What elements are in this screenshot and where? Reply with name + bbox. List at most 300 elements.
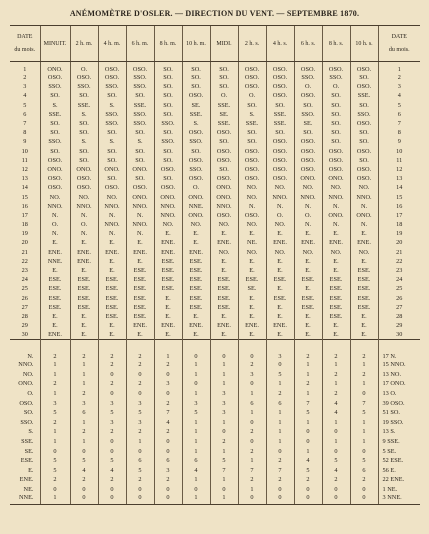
count-cell: 1	[182, 389, 210, 399]
direction-cell: SO.	[322, 137, 350, 146]
direction-cell: SSE.	[266, 110, 294, 119]
count-cell: 0	[98, 437, 126, 447]
day-cell-right: 24	[378, 275, 420, 284]
time-header: 10 h. s.	[350, 26, 378, 62]
count-cell: 3	[126, 418, 154, 428]
count-cell: 1	[40, 427, 70, 437]
direction-cell: S.	[98, 137, 126, 146]
direction-cell: ONO.	[126, 165, 154, 174]
count-cell: 0	[322, 485, 350, 495]
wind-direction-table	[10, 25, 420, 505]
direction-cell: E.	[182, 312, 210, 321]
direction-cell: E.	[294, 321, 322, 330]
page-title: ANÉMOMÈTRE D'OSLER. — DIRECTION DU VENT. — SEPTEMBRE 1870.	[69, 9, 360, 18]
direction-cell: SSO.	[126, 82, 154, 91]
count-cell: 1	[266, 418, 294, 428]
direction-label: SE.	[24, 447, 34, 455]
direction-cell: OSO.	[154, 165, 182, 174]
count-cell: 3	[154, 465, 182, 475]
day-cell: 9	[23, 138, 27, 146]
direction-cell: SO.	[154, 147, 182, 156]
summary-row	[10, 494, 420, 505]
table-row	[10, 73, 420, 82]
time-header: 2 h. m.	[70, 26, 98, 62]
count-cell: 6	[182, 456, 210, 466]
direction-cell: OSO.	[266, 137, 294, 146]
day-cell-right: 4	[378, 91, 420, 100]
day-cell-right: 6	[378, 110, 420, 119]
count-cell: 2	[98, 475, 126, 485]
direction-cell: OSO.	[98, 183, 126, 192]
day-cell-right: 1	[378, 62, 420, 74]
direction-cell: ENE.	[154, 321, 182, 330]
summary-row	[10, 418, 420, 428]
direction-cell: E.	[182, 330, 210, 339]
day-cell-right: 23	[378, 266, 420, 275]
direction-cell: OSO.	[70, 183, 98, 192]
direction-cell: ONO.	[322, 174, 350, 183]
table-row	[10, 128, 420, 137]
direction-cell: SSE.	[182, 110, 210, 119]
direction-cell: E.	[154, 229, 182, 238]
direction-cell: E.	[322, 321, 350, 330]
count-cell: 2	[154, 427, 182, 437]
time-header: 8 h. s.	[322, 26, 350, 62]
direction-cell: O.	[70, 220, 98, 229]
direction-cell: OSO.	[266, 165, 294, 174]
direction-cell: ESE.	[182, 266, 210, 275]
direction-cell: NNO.	[154, 202, 182, 211]
date-column-header: DATE du mois.	[10, 26, 40, 62]
direction-cell: OSO.	[238, 165, 266, 174]
direction-cell: SSE.	[238, 119, 266, 128]
day-cell: 23	[21, 267, 28, 275]
direction-cell: E.	[154, 303, 182, 312]
direction-cell: ESE.	[182, 275, 210, 284]
direction-cell: OSO.	[238, 147, 266, 156]
direction-cell: NO.	[70, 192, 98, 201]
summary-row	[10, 398, 420, 408]
direction-cell: ENE.	[322, 238, 350, 247]
table-row	[10, 156, 420, 165]
direction-cell: E.	[210, 257, 238, 266]
count-cell: 1	[70, 360, 98, 370]
direction-cell: NO.	[266, 248, 294, 257]
direction-cell: ESE.	[126, 303, 154, 312]
direction-cell: OSO.	[70, 174, 98, 183]
count-cell: 5	[40, 465, 70, 475]
count-cell: 6	[266, 398, 294, 408]
direction-cell: SO.	[154, 82, 182, 91]
direction-cell: ESE.	[210, 294, 238, 303]
count-cell: 3	[154, 379, 182, 389]
direction-cell: ESE.	[294, 303, 322, 312]
direction-cell: E.	[266, 312, 294, 321]
count-cell: 2	[154, 360, 182, 370]
direction-cell: SO.	[350, 137, 378, 146]
direction-cell: ONO.	[70, 165, 98, 174]
direction-cell: ESE.	[210, 275, 238, 284]
direction-cell: SSE.	[40, 110, 70, 119]
direction-cell: OSO.	[266, 62, 294, 74]
direction-cell: E.	[70, 321, 98, 330]
direction-cell: SO.	[210, 82, 238, 91]
count-cell: 5	[350, 456, 378, 466]
direction-cell: S.	[126, 137, 154, 146]
direction-cell: SO.	[154, 101, 182, 110]
direction-cell: ENE.	[266, 238, 294, 247]
total-cell: 56 E.	[378, 465, 420, 475]
direction-cell: E.	[182, 238, 210, 247]
total-cell: 17 ONO.	[378, 379, 420, 389]
direction-cell: ONO.	[210, 183, 238, 192]
direction-cell: SO.	[350, 128, 378, 137]
table-row	[10, 110, 420, 119]
direction-cell: NNO.	[154, 211, 182, 220]
count-cell: 1	[182, 494, 210, 505]
count-cell: 1	[182, 437, 210, 447]
direction-cell: ESE.	[70, 284, 98, 293]
direction-cell: O.	[294, 82, 322, 91]
count-cell: 6	[154, 456, 182, 466]
direction-cell: E.	[126, 238, 154, 247]
direction-cell: S.	[70, 110, 98, 119]
count-cell: 1	[40, 370, 70, 380]
count-cell: 0	[350, 494, 378, 505]
summary-row	[10, 427, 420, 437]
direction-cell: O.	[210, 91, 238, 100]
day-cell: 11	[21, 156, 28, 164]
direction-cell: SO.	[154, 62, 182, 74]
count-cell: 1	[238, 456, 266, 466]
direction-label: NO.	[22, 370, 34, 378]
direction-cell: ONO.	[210, 192, 238, 201]
direction-cell: ESE.	[98, 275, 126, 284]
direction-cell: SO.	[182, 73, 210, 82]
count-cell: 1	[210, 360, 238, 370]
count-cell: 2	[210, 437, 238, 447]
summary-row	[10, 339, 420, 360]
direction-cell: ESE.	[154, 284, 182, 293]
count-cell: 0	[266, 494, 294, 505]
table-row	[10, 321, 420, 330]
direction-cell: ESE.	[322, 303, 350, 312]
direction-cell: NO.	[40, 192, 70, 201]
count-cell: 0	[294, 427, 322, 437]
table-row	[10, 183, 420, 192]
total-cell: 22 ENE.	[378, 475, 420, 485]
direction-cell: OSO.	[350, 165, 378, 174]
count-cell: 3	[210, 408, 238, 418]
count-cell: 1	[40, 389, 70, 399]
direction-cell: E.	[98, 330, 126, 339]
count-cell: 2	[322, 475, 350, 485]
count-cell: 2	[266, 389, 294, 399]
total-cell: 13 NO.	[378, 370, 420, 380]
direction-cell: ESE.	[322, 275, 350, 284]
direction-cell: E.	[238, 229, 266, 238]
direction-cell: SO.	[126, 91, 154, 100]
table-row	[10, 284, 420, 293]
direction-cell: SO.	[126, 156, 154, 165]
direction-cell: SO.	[154, 174, 182, 183]
direction-cell: ENE.	[294, 238, 322, 247]
direction-cell: SSE.	[350, 91, 378, 100]
direction-label: SO.	[23, 409, 34, 417]
direction-cell: ESE.	[40, 303, 70, 312]
direction-cell: NNO.	[98, 202, 126, 211]
day-cell-right: 3	[378, 82, 420, 91]
table-row	[10, 294, 420, 303]
direction-cell: SE.	[294, 119, 322, 128]
count-cell: 2	[70, 427, 98, 437]
count-cell: 0	[266, 360, 294, 370]
direction-cell: OSO.	[266, 82, 294, 91]
direction-cell: NO.	[238, 183, 266, 192]
count-cell: 7	[238, 465, 266, 475]
count-cell: 0	[40, 446, 70, 456]
day-cell: 14	[21, 184, 28, 192]
direction-cell: ONO.	[294, 174, 322, 183]
direction-cell: ENE.	[154, 238, 182, 247]
direction-cell: N.	[40, 211, 70, 220]
direction-cell: NNO.	[210, 202, 238, 211]
day-cell-right: 30	[378, 330, 420, 339]
time-header: 2 h. s.	[238, 26, 266, 62]
count-cell: 6	[70, 408, 98, 418]
count-cell: 0	[210, 485, 238, 495]
count-cell: 2	[322, 389, 350, 399]
count-cell: 2	[350, 475, 378, 485]
day-cell-right: 20	[378, 238, 420, 247]
count-cell: 1	[70, 437, 98, 447]
direction-cell: E.	[294, 312, 322, 321]
direction-cell: E.	[210, 229, 238, 238]
day-cell: 2	[23, 74, 27, 82]
day-cell-right: 14	[378, 183, 420, 192]
direction-cell: ESE.	[350, 284, 378, 293]
table-row	[10, 137, 420, 146]
day-cell-right: 12	[378, 165, 420, 174]
direction-label: ESE.	[20, 457, 34, 465]
direction-label: ENE.	[19, 476, 34, 484]
direction-cell: OSO.	[40, 183, 70, 192]
direction-cell: S.	[182, 119, 210, 128]
count-cell: 1	[294, 418, 322, 428]
count-cell: 0	[238, 379, 266, 389]
direction-cell: ENE.	[126, 248, 154, 257]
direction-cell: E.	[350, 312, 378, 321]
direction-cell: OSO.	[238, 82, 266, 91]
table-row	[10, 62, 420, 74]
direction-cell: ESE.	[126, 294, 154, 303]
table-row	[10, 220, 420, 229]
direction-cell: OSO.	[238, 62, 266, 74]
direction-cell: E.	[210, 266, 238, 275]
direction-cell: ONO.	[182, 192, 210, 201]
count-cell: 5	[40, 456, 70, 466]
count-cell: 2	[126, 475, 154, 485]
count-cell: 1	[350, 427, 378, 437]
direction-cell: SO.	[210, 62, 238, 74]
count-cell: 2	[70, 475, 98, 485]
count-cell: 4	[98, 465, 126, 475]
direction-cell: N.	[294, 220, 322, 229]
count-cell: 2	[40, 339, 70, 360]
direction-cell: SO.	[266, 128, 294, 137]
direction-cell: NO.	[322, 183, 350, 192]
summary-row	[10, 360, 420, 370]
count-cell: 2	[98, 360, 126, 370]
table-row	[10, 101, 420, 110]
total-cell: 52 ESE.	[378, 456, 420, 466]
direction-cell: ESE.	[210, 284, 238, 293]
direction-cell: N.	[40, 229, 70, 238]
direction-cell: SO.	[98, 147, 126, 156]
count-cell: 0	[126, 485, 154, 495]
count-cell: 0	[98, 370, 126, 380]
day-cell-right: 7	[378, 119, 420, 128]
total-cell: 39 OSO.	[378, 398, 420, 408]
day-cell-right: 16	[378, 202, 420, 211]
count-cell: 1	[238, 485, 266, 495]
direction-cell: ESE.	[350, 294, 378, 303]
direction-cell: OSO.	[210, 147, 238, 156]
direction-cell: OSO.	[294, 147, 322, 156]
count-cell: 0	[70, 494, 98, 505]
direction-cell: ESE.	[154, 257, 182, 266]
direction-cell: SSO.	[154, 137, 182, 146]
direction-cell: NO.	[322, 248, 350, 257]
count-cell: 7	[294, 398, 322, 408]
total-cell: 9 SSE.	[378, 437, 420, 447]
summary-row	[10, 465, 420, 475]
direction-cell: SSO.	[154, 119, 182, 128]
count-cell: 0	[350, 389, 378, 399]
direction-cell: SO.	[322, 110, 350, 119]
direction-cell: SO.	[294, 128, 322, 137]
direction-cell: OSO.	[294, 91, 322, 100]
direction-cell: ONO.	[322, 211, 350, 220]
direction-cell: NO.	[98, 192, 126, 201]
direction-cell: ENE.	[70, 248, 98, 257]
direction-cell: O.	[294, 211, 322, 220]
day-cell: 30	[21, 331, 28, 339]
count-cell: 5	[126, 465, 154, 475]
direction-cell: OSO.	[294, 62, 322, 74]
direction-cell: OSO.	[40, 73, 70, 82]
direction-cell: SO.	[238, 137, 266, 146]
count-cell: 0	[154, 389, 182, 399]
direction-cell: E.	[294, 257, 322, 266]
direction-cell: E.	[294, 284, 322, 293]
table-row	[10, 330, 420, 339]
count-cell: 1	[238, 408, 266, 418]
header-row	[10, 26, 420, 62]
count-cell: 5	[70, 456, 98, 466]
direction-cell: SO.	[40, 91, 70, 100]
direction-cell: NO.	[294, 248, 322, 257]
day-cell: 1	[23, 66, 27, 73]
table-row	[10, 303, 420, 312]
count-cell: 5	[350, 408, 378, 418]
count-cell: 1	[40, 360, 70, 370]
count-cell: 1	[266, 379, 294, 389]
direction-cell: ESE.	[40, 284, 70, 293]
direction-cell: ONO.	[182, 211, 210, 220]
direction-cell: O.	[238, 91, 266, 100]
summary-row	[10, 485, 420, 495]
direction-cell: OSO.	[210, 128, 238, 137]
direction-cell: O.	[266, 211, 294, 220]
direction-label: SSO.	[20, 418, 34, 426]
direction-cell: SSO.	[182, 137, 210, 146]
direction-cell: NO.	[238, 220, 266, 229]
day-cell: 7	[23, 120, 27, 128]
count-cell: 0	[98, 485, 126, 495]
direction-cell: SO.	[70, 128, 98, 137]
count-cell: 1	[182, 418, 210, 428]
day-cell-right: 28	[378, 312, 420, 321]
direction-cell: N.	[126, 229, 154, 238]
table-row	[10, 248, 420, 257]
direction-cell: E.	[294, 229, 322, 238]
direction-cell: E.	[322, 266, 350, 275]
direction-cell: OSO.	[40, 156, 70, 165]
count-cell: 5	[294, 408, 322, 418]
count-cell: 0	[238, 418, 266, 428]
count-cell: 1	[182, 370, 210, 380]
direction-cell: S.	[238, 110, 266, 119]
direction-cell: ONO.	[40, 165, 70, 174]
direction-cell: ONO.	[98, 165, 126, 174]
total-cell: 1 NE.	[378, 485, 420, 495]
count-cell: 0	[98, 494, 126, 505]
count-cell: 2	[70, 339, 98, 360]
direction-cell: SSO.	[294, 73, 322, 82]
direction-cell: SO.	[70, 91, 98, 100]
direction-cell: SSO.	[126, 73, 154, 82]
direction-cell: SSO.	[70, 82, 98, 91]
day-cell: 21	[21, 248, 28, 256]
direction-cell: E.	[266, 330, 294, 339]
direction-cell: N.	[266, 202, 294, 211]
direction-cell: OSO.	[266, 147, 294, 156]
direction-cell: SSO.	[98, 110, 126, 119]
count-cell: 5	[182, 408, 210, 418]
direction-cell: SO.	[40, 128, 70, 137]
direction-cell: ESE.	[182, 303, 210, 312]
direction-cell: E.	[350, 229, 378, 238]
direction-cell: SO.	[126, 147, 154, 156]
direction-cell: SO.	[154, 91, 182, 100]
direction-cell: ESE.	[322, 284, 350, 293]
time-header: 6 h. m.	[126, 26, 154, 62]
direction-cell: ENE.	[40, 330, 70, 339]
total-cell: 17 N.	[378, 339, 420, 360]
direction-cell: E.	[70, 238, 98, 247]
day-cell: 20	[21, 239, 28, 247]
day-cell: 19	[21, 230, 28, 238]
direction-cell: ENE.	[70, 257, 98, 266]
count-cell: 2	[350, 370, 378, 380]
total-cell: 51 SO.	[378, 408, 420, 418]
direction-cell: E.	[210, 330, 238, 339]
summary-row	[10, 456, 420, 466]
count-cell: 4	[294, 456, 322, 466]
count-cell: 2	[98, 339, 126, 360]
direction-cell: E.	[266, 284, 294, 293]
